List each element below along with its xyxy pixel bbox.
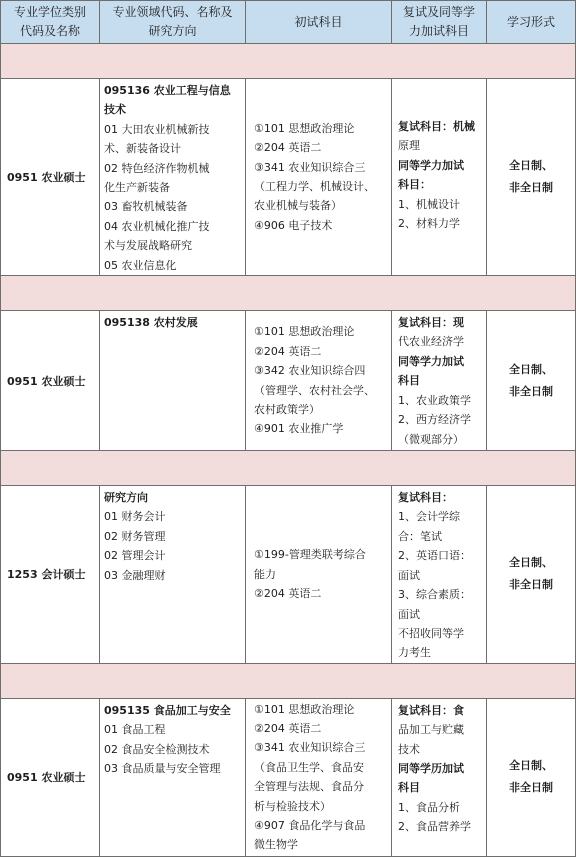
separator-band — [1, 663, 576, 698]
header-study-form: 学习形式 — [487, 1, 576, 44]
category-cell — [1, 79, 100, 276]
study-form-line: 非全日制 — [509, 181, 553, 195]
initial-exam-cell — [246, 698, 392, 856]
category-label: 0951 农业硕士 — [7, 171, 86, 185]
header-field: 专业领域代码、名称及 研究方向 — [100, 1, 246, 44]
header-initial-exam: 初试科目 — [246, 1, 392, 44]
category-label: 1253 会计硕士 — [7, 568, 86, 582]
field-cell — [100, 486, 246, 664]
retest-line: 1、农业政策学 — [398, 393, 471, 407]
field-line: 01 大田农业机械新技 — [104, 122, 210, 136]
retest-line: 科目： — [398, 178, 431, 192]
exam-subject-line: 析与检验技术） — [254, 799, 331, 813]
retest-cell — [392, 311, 487, 451]
header-retest: 复试及同等学 力加试科目 — [392, 1, 487, 44]
category-label: 0951 农业硕士 — [7, 374, 86, 388]
exam-subject-line: ①101 思想政治理论 — [254, 325, 355, 339]
field-line: 05 农业信息化 — [104, 258, 177, 272]
retest-line: 复试科目： — [398, 491, 453, 505]
header-row — [1, 1, 576, 44]
header-category: 专业学位类别 代码及名称 — [1, 1, 100, 44]
retest-line: 1、会计学综 — [398, 510, 460, 524]
study-form-line: 全日制、 — [509, 556, 553, 570]
retest-line: 合：笔试 — [398, 529, 442, 543]
exam-subject-line: ②204 英语二 — [254, 141, 322, 155]
field-line: 03 畜牧机械装备 — [104, 200, 188, 214]
separator-band — [1, 44, 576, 79]
retest-line: 面试 — [398, 568, 420, 582]
retest-cell — [392, 698, 487, 856]
retest-line: 同等学历加试 — [398, 761, 464, 775]
retest-line: 3、综合素质： — [398, 588, 471, 602]
retest-line: 1、机械设计 — [398, 197, 460, 211]
exam-subject-line: 微生物学 — [254, 838, 298, 852]
retest-cell — [392, 486, 487, 664]
study-form-cell — [487, 698, 576, 856]
study-form-cell — [487, 486, 576, 664]
retest-line: 品加工与贮藏 — [398, 723, 464, 737]
retest-line: 同等学力加试 — [398, 354, 464, 368]
table-row — [1, 486, 576, 664]
category-cell — [1, 698, 100, 856]
retest-line: 2、材料力学 — [398, 217, 460, 231]
field-line: 02 特色经济作物机械 — [104, 161, 210, 175]
retest-line: 科目 — [398, 781, 420, 795]
field-cell — [100, 698, 246, 856]
field-line: 095135 食品加工与安全 — [104, 703, 231, 717]
separator-band — [1, 451, 576, 486]
field-line: 095138 农村发展 — [104, 316, 198, 330]
study-form-line: 非全日制 — [509, 781, 553, 795]
exam-subject-line: ①101 思想政治理论 — [254, 121, 355, 135]
retest-line: 力考生 — [398, 646, 431, 660]
exam-subject-line: ②204 英语二 — [254, 722, 322, 735]
exam-subject-line: ②204 英语二 — [254, 587, 322, 601]
category-label: 0951 农业硕士 — [7, 771, 86, 785]
exam-subject-line: ①199-管理类联考综合 — [254, 548, 366, 562]
separator-band — [1, 276, 576, 311]
exam-subject-line: 能力 — [254, 567, 276, 581]
field-line: 03 金融理财 — [104, 568, 166, 582]
retest-line: 2、食品营养学 — [398, 820, 471, 834]
separator-band-cell — [1, 276, 576, 311]
field-line: 化生产新装备 — [104, 181, 170, 195]
study-form-line: 全日制、 — [509, 159, 553, 173]
field-line: 04 农业机械化推广技 — [104, 219, 210, 233]
exam-subject-line: 农村政策学） — [254, 402, 320, 416]
initial-exam-cell — [246, 486, 392, 664]
exam-subject-line: （管理学、农村社会学、 — [254, 383, 375, 397]
retest-cell — [392, 79, 487, 276]
field-line: 095136 农业工程与信息 — [104, 84, 231, 97]
field-line: 术与发展战略研究 — [104, 239, 192, 253]
study-form-cell — [487, 79, 576, 276]
field-line: 02 食品安全检测技术 — [104, 742, 210, 756]
retest-line: 原理 — [398, 139, 420, 153]
exam-subject-line: ③341 农业知识综合三 — [254, 741, 366, 755]
category-cell — [1, 311, 100, 451]
exam-subject-line: ③342 农业知识综合四 — [254, 364, 366, 378]
study-form-line: 全日制、 — [509, 759, 553, 773]
study-form-line: 全日制、 — [509, 362, 553, 376]
exam-subject-line: （食品卫生学、食品安 — [254, 760, 364, 774]
study-form-line: 非全日制 — [509, 578, 553, 592]
field-line: 01 食品工程 — [104, 723, 166, 737]
exam-subject-line: ③341 农业知识综合三 — [254, 160, 366, 174]
exam-subject-line: 农业机械与装备） — [254, 199, 342, 213]
retest-line: 科目 — [398, 374, 420, 388]
retest-line: 代农业经济学 — [398, 335, 464, 349]
retest-line: 复试科目：机械 — [398, 120, 475, 133]
initial-exam-cell — [246, 311, 392, 451]
study-form-cell — [487, 311, 576, 451]
field-cell — [100, 311, 246, 451]
retest-line: 面试 — [398, 607, 420, 621]
exam-subject-line: 全管理与法规、食品分 — [254, 780, 364, 794]
retest-line: 1、食品分析 — [398, 800, 460, 814]
exam-subject-line: ④907 食品化学与食品 — [254, 819, 366, 833]
field-line: 02 财务管理 — [104, 529, 166, 543]
table-row — [1, 79, 576, 276]
exam-subject-line: （工程力学、机械设计、 — [254, 180, 375, 194]
field-cell — [100, 79, 246, 276]
retest-line: 不招收同等学 — [398, 626, 464, 640]
separator-band-cell — [1, 44, 576, 79]
field-line: 技术 — [104, 103, 126, 117]
retest-line: 2、西方经济学 — [398, 413, 471, 427]
field-line: 术、新装备设计 — [104, 142, 181, 156]
table-row — [1, 698, 576, 856]
study-form-line: 非全日制 — [509, 384, 553, 398]
category-cell — [1, 486, 100, 664]
table-row — [1, 311, 576, 451]
field-line: 03 食品质量与安全管理 — [104, 761, 221, 775]
exam-subject-line: ②204 英语二 — [254, 344, 322, 358]
separator-band-cell — [1, 451, 576, 486]
retest-line: 复试科目：现 — [398, 316, 464, 330]
retest-line: 技术 — [398, 742, 420, 756]
field-line: 01 财务会计 — [104, 510, 166, 524]
field-line: 研究方向 — [104, 491, 148, 505]
retest-line: 2、英语口语： — [398, 549, 471, 563]
initial-exam-cell — [246, 79, 392, 276]
exam-subject-line: ④906 电子技术 — [254, 218, 333, 232]
separator-band-cell — [1, 663, 576, 698]
retest-line: 复试科目：食 — [398, 703, 464, 717]
retest-line: （微观部分） — [398, 432, 464, 446]
exam-subject-line: ①101 思想政治理论 — [254, 702, 355, 716]
field-line: 02 管理会计 — [104, 549, 166, 563]
retest-line: 同等学力加试 — [398, 158, 464, 172]
exam-subject-line: ④901 农业推广学 — [254, 422, 344, 436]
